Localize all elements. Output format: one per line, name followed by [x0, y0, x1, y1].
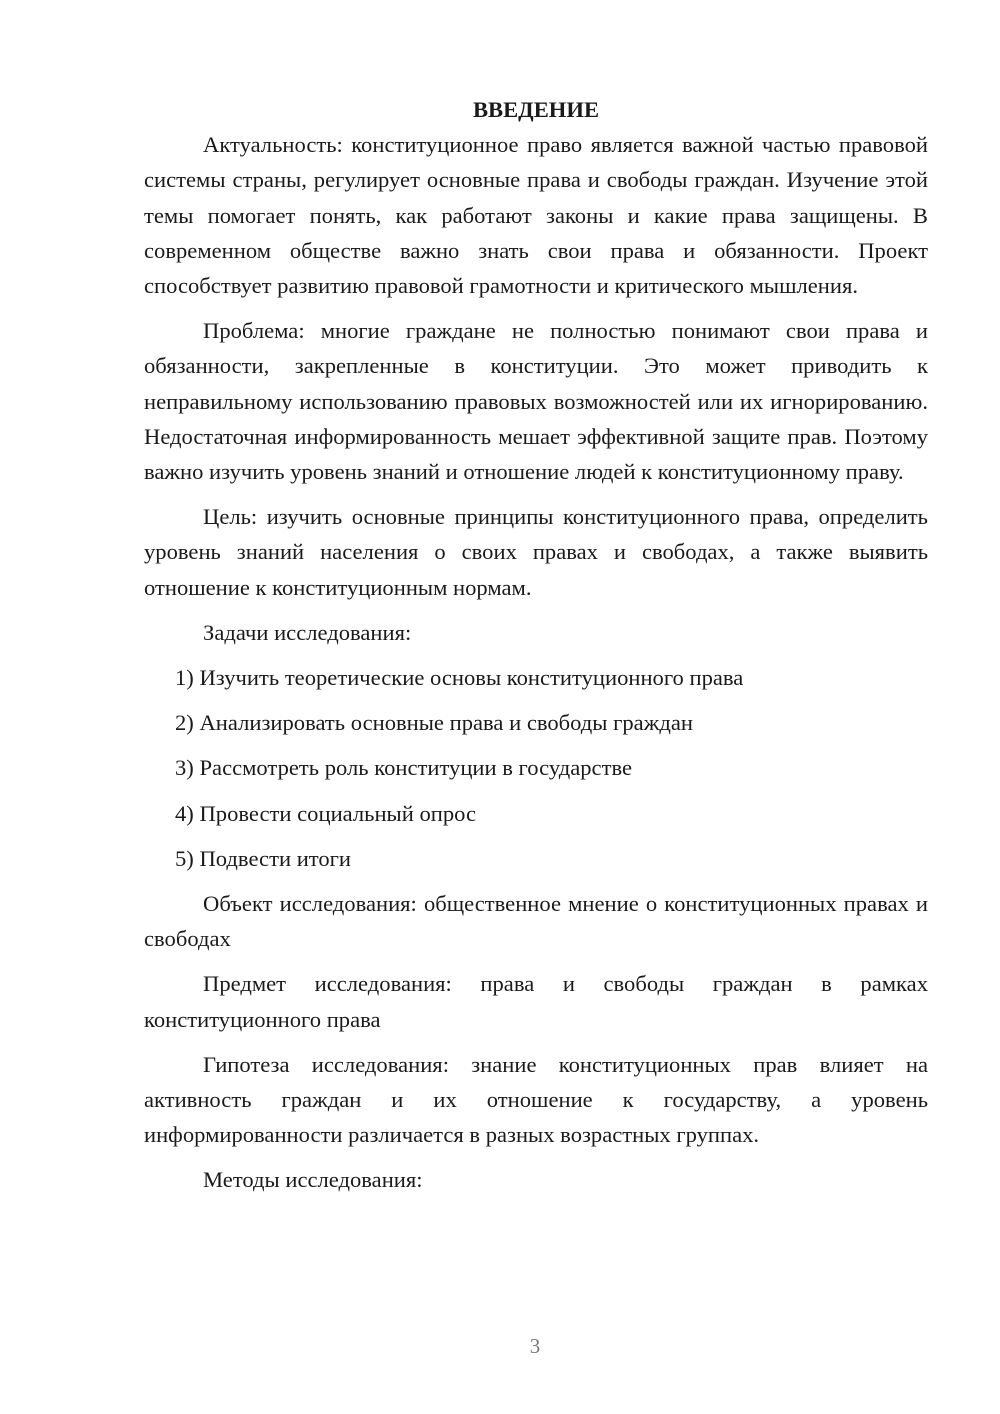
task-item-4: 4) Провести социальный опрос — [175, 800, 477, 826]
page-number: 3 — [529, 1334, 541, 1358]
section-title: ВВЕДЕНИЕ — [472, 97, 600, 122]
object-paragraph: Объект исследования: общественное мнение о конституционных правах и свободах — [144, 891, 928, 952]
problem-paragraph: Проблема: многие граждане не полностью понимают свои права и обязанности, закрепленные в конституции. Это может приводить к неправильному использованию правовых возможностей или их игнорированию. Недостаточная информированность мешает эффективной защите прав. Поэтому важно изучить уровень знаний и отношение людей к конституционному праву. — [144, 318, 928, 485]
tasks-heading: Задачи исследования: — [203, 619, 412, 645]
hypothesis-paragraph: Гипотеза исследования: знание конституционных прав влияет на активность граждан и их отношение к государству, а уровень информированности различается в разных возрастных группах. — [144, 1051, 928, 1148]
task-item-1: 1) Изучить теоретические основы конституционного права — [175, 665, 744, 691]
goal-paragraph: Цель: изучить основные принципы конституционного права, определить уровень знаний населения о своих правах и свободах, а также выявить отношение к конституционным нормам. — [144, 504, 928, 600]
page-content — [144, 92, 928, 1198]
subject-paragraph: Предмет исследования: права и свободы граждан в рамках конституционного права — [144, 971, 928, 1032]
methods-heading: Методы исследования: — [203, 1167, 423, 1193]
task-item-5: 5) Подвести итоги — [175, 845, 352, 871]
task-item-3: 3) Рассмотреть роль конституции в государстве — [175, 755, 633, 781]
task-item-2: 2) Анализировать основные права и свободы граждан — [175, 710, 693, 736]
relevance-paragraph: Актуальность: конституционное право является важной частью правовой системы страны, регулирует основные права и свободы граждан. Изучение этой темы помогает понять, как работают законы и какие права защищены. В современном обществе важно знать свои права и обязанности. Проект способствует развитию правовой грамотности и критического мышления. — [144, 132, 928, 298]
